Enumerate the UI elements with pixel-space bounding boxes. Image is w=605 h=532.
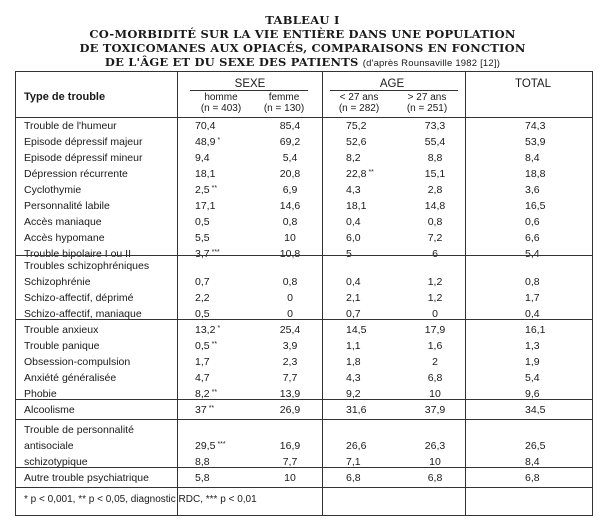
header-homme-n: (n = 403) xyxy=(200,103,242,114)
cell-femme xyxy=(270,120,310,132)
header-age: AGE xyxy=(379,78,405,90)
cell-homme xyxy=(195,200,255,212)
cell-young-value: 8,2 xyxy=(346,152,361,164)
cell-total-value: 53,9 xyxy=(525,136,546,148)
cell-young-value: 0,4 xyxy=(346,276,361,288)
cell-total xyxy=(525,440,565,452)
row-label-value: Trouble anxieux xyxy=(24,324,99,336)
cell-young xyxy=(346,260,386,272)
cell-old-value: 6,8 xyxy=(427,472,443,484)
title-line-3: DE TOXICOMANES AUX OPIACÉS, COMPARAISONS EN FONCTION xyxy=(79,41,526,55)
cell-homme xyxy=(195,260,255,272)
table-row xyxy=(15,322,593,338)
cell-femme-value: 14,6 xyxy=(279,200,301,212)
row-label-value: Phobie xyxy=(24,388,57,400)
header-femme-label: femme xyxy=(268,92,300,103)
row-label xyxy=(24,472,149,484)
cell-homme xyxy=(195,184,255,196)
cell-young xyxy=(346,152,386,164)
row-label xyxy=(24,152,142,164)
row-label-value: Personnalité labile xyxy=(24,200,110,212)
cell-femme-value: 6,9 xyxy=(282,184,298,196)
group-divider xyxy=(15,419,593,420)
cell-total xyxy=(525,216,565,228)
row-label-value: Anxiété généralisée xyxy=(24,372,117,384)
cell-total-value: 34,5 xyxy=(525,404,546,416)
row-label-value: Accès hypomane xyxy=(24,232,105,244)
cell-homme-value: 2,2 xyxy=(195,292,210,304)
cell-femme-value: 10 xyxy=(284,232,296,244)
cell-homme-value: 29,5 xyxy=(195,440,216,452)
cell-young-value: 6,8 xyxy=(346,472,361,484)
cell-old-value: 10 xyxy=(429,388,441,400)
cell-femme-value: 13,9 xyxy=(279,388,301,400)
cell-homme xyxy=(195,120,255,132)
cell-young xyxy=(346,120,386,132)
header-femme xyxy=(254,92,314,114)
row-label xyxy=(24,200,110,212)
table-row xyxy=(15,290,593,306)
cell-old-value: 37,9 xyxy=(424,404,446,416)
cell-homme xyxy=(195,216,255,228)
cell-old xyxy=(415,472,455,484)
cell-old xyxy=(415,372,455,384)
cell-old xyxy=(415,168,455,180)
row-label-value: Troubles schizophréniques xyxy=(24,260,150,272)
row-label-value: Trouble bipolaire I ou II xyxy=(24,248,132,260)
table-row xyxy=(15,470,593,486)
significance-marker: *** xyxy=(217,441,226,448)
cell-homme-value: 8,8 xyxy=(195,456,210,468)
cell-old-value: 7,2 xyxy=(427,232,443,244)
row-label-value: Cyclothymie xyxy=(24,184,82,196)
cell-homme xyxy=(195,232,255,244)
cell-homme-value: 1,7 xyxy=(195,356,210,368)
table-row xyxy=(15,354,593,370)
cell-total xyxy=(525,324,565,336)
cell-total-value: 16,5 xyxy=(525,200,546,212)
row-label-value: Autre trouble psychiatrique xyxy=(24,472,149,484)
cell-old-value: 1,2 xyxy=(427,292,443,304)
significance-marker: ** xyxy=(368,169,374,176)
cell-young-value: 4,3 xyxy=(346,372,361,384)
row-label-value: Trouble de personnalité xyxy=(24,424,134,436)
cell-total xyxy=(525,276,565,288)
cell-femme xyxy=(270,152,310,164)
row-label-value: Obsession-compulsion xyxy=(24,356,131,368)
cell-femme xyxy=(270,472,310,484)
cell-old-value: 26,3 xyxy=(424,440,446,452)
cell-femme-value: 0,8 xyxy=(282,276,298,288)
title-line-1: TABLEAU I xyxy=(265,13,340,27)
cell-total-value: 26,5 xyxy=(525,440,546,452)
cell-homme-value: 2,5 xyxy=(195,184,210,196)
title-line-2: CO-MORBIDITÉ SUR LA VIE ENTIÈRE DANS UNE POPULATION xyxy=(89,27,516,41)
row-label-value: Trouble panique xyxy=(24,340,100,352)
cell-young xyxy=(346,276,386,288)
cell-femme xyxy=(270,216,310,228)
row-label xyxy=(24,340,100,352)
table-row xyxy=(15,198,593,214)
row-label xyxy=(24,260,149,272)
cell-femme-value: 69,2 xyxy=(279,136,301,148)
group-divider xyxy=(15,467,593,468)
cell-total-value: 6,8 xyxy=(525,472,540,484)
cell-total-value: 1,9 xyxy=(525,356,540,368)
cell-femme-value: 26,9 xyxy=(279,404,301,416)
cell-young xyxy=(346,340,386,352)
row-label xyxy=(24,168,128,180)
cell-homme xyxy=(195,356,255,368)
table-row xyxy=(15,230,593,246)
title-line-4 xyxy=(0,55,605,71)
table-row xyxy=(15,422,593,438)
footnote: * p < 0,001, ** p < 0,05, diagnostic RDC, *** p < 0,01 xyxy=(24,494,257,505)
row-label xyxy=(24,292,134,304)
cell-old-value: 14,8 xyxy=(424,200,446,212)
cell-total xyxy=(525,472,565,484)
cell-femme-value: 0,8 xyxy=(282,216,298,228)
row-label xyxy=(24,120,117,132)
cell-femme xyxy=(270,324,310,336)
cell-homme xyxy=(195,404,255,416)
cell-old-value: 17,9 xyxy=(424,324,446,336)
table-row xyxy=(15,118,593,134)
cell-total-value: 16,1 xyxy=(525,324,546,336)
cell-old-value: 2,8 xyxy=(427,184,443,196)
row-label-value: Trouble de l'humeur xyxy=(24,120,117,132)
significance-marker: ** xyxy=(211,389,218,396)
cell-old xyxy=(415,216,455,228)
row-label xyxy=(24,232,105,244)
cell-total xyxy=(525,232,565,244)
cell-old xyxy=(415,184,455,196)
cell-total xyxy=(525,356,565,368)
cell-old-value: 6 xyxy=(432,248,438,260)
significance-marker: * xyxy=(217,137,221,144)
header-young-n: (n = 282) xyxy=(338,103,380,114)
cell-homme-value: 48,9 xyxy=(195,136,216,148)
row-label-value: Schizophrénie xyxy=(24,276,91,288)
header-old-label: > 27 ans xyxy=(407,92,447,103)
cell-total-value: 9,6 xyxy=(525,388,540,400)
cell-young-value: 4,3 xyxy=(346,184,361,196)
cell-young-value: 22,8 xyxy=(346,168,367,180)
cell-young-value: 0,7 xyxy=(346,308,361,320)
title-line-4-text: DE L'ÂGE ET DU SEXE DES PATIENTS xyxy=(104,55,359,69)
table-row xyxy=(15,258,593,274)
cell-femme xyxy=(270,372,310,384)
row-label-value: schizotypique xyxy=(24,456,88,468)
cell-total-value: 1,3 xyxy=(525,340,540,352)
cell-total-value: 0,8 xyxy=(525,276,540,288)
header-type: Type de trouble xyxy=(24,91,106,103)
cell-total xyxy=(525,152,565,164)
cell-total-value: 6,6 xyxy=(525,232,540,244)
cell-femme-value: 85,4 xyxy=(279,120,301,132)
cell-femme-value: 7,7 xyxy=(282,456,298,468)
cell-young xyxy=(346,184,386,196)
cell-homme xyxy=(195,340,255,352)
significance-marker: ** xyxy=(211,185,218,192)
row-label-value: antisociale xyxy=(24,440,74,452)
cell-femme-value: 2,3 xyxy=(282,356,298,368)
cell-total-value: 18,8 xyxy=(525,168,546,180)
cell-old-value: 0 xyxy=(432,308,438,320)
row-label xyxy=(24,136,142,148)
row-label xyxy=(24,404,75,416)
cell-young-value: 1,8 xyxy=(346,356,361,368)
cell-homme-value: 0,7 xyxy=(195,276,210,288)
group-divider xyxy=(15,487,593,488)
cell-old-value: 15,1 xyxy=(424,168,446,180)
cell-old-value: 1,2 xyxy=(427,276,443,288)
cell-homme xyxy=(195,168,255,180)
row-label xyxy=(24,424,134,436)
cell-old xyxy=(415,152,455,164)
table-row xyxy=(15,150,593,166)
header-young xyxy=(329,92,389,114)
cell-old-value: 8,8 xyxy=(427,152,443,164)
cell-young xyxy=(346,372,386,384)
row-label xyxy=(24,356,130,368)
cell-old-value: 6,8 xyxy=(427,372,443,384)
significance-marker: ** xyxy=(208,405,215,412)
cell-young-value: 5 xyxy=(346,248,352,260)
table-row xyxy=(15,274,593,290)
cell-homme xyxy=(195,152,255,164)
cell-homme xyxy=(195,372,255,384)
cell-homme-value: 5,5 xyxy=(195,232,210,244)
cell-femme xyxy=(270,292,310,304)
table-row xyxy=(15,370,593,386)
group-divider xyxy=(15,399,593,400)
cell-homme-value: 0,5 xyxy=(195,216,210,228)
row-label-value: Schizo-affectif, déprimé xyxy=(24,292,134,304)
cell-femme xyxy=(270,184,310,196)
header-underline xyxy=(330,90,458,91)
cell-old-value: 0,8 xyxy=(427,216,443,228)
cell-young-value: 6,0 xyxy=(346,232,361,244)
cell-young xyxy=(346,292,386,304)
cell-total xyxy=(525,292,565,304)
row-label xyxy=(24,440,74,452)
cell-young xyxy=(346,232,386,244)
cell-homme-value: 4,7 xyxy=(195,372,210,384)
cell-femme xyxy=(270,200,310,212)
header-homme xyxy=(191,92,251,114)
cell-young xyxy=(346,200,386,212)
cell-young-value: 0,4 xyxy=(346,216,361,228)
row-label-value: Episode dépressif mineur xyxy=(24,152,143,164)
cell-femme-value: 20,8 xyxy=(279,168,301,180)
cell-young-value: 7,1 xyxy=(346,456,361,468)
header-homme-label: homme xyxy=(204,92,238,103)
cell-homme xyxy=(195,136,255,148)
cell-femme-value: 0 xyxy=(287,308,293,320)
cell-young-value: 14,5 xyxy=(346,324,367,336)
cell-total xyxy=(525,404,565,416)
cell-femme-value: 5,4 xyxy=(282,152,298,164)
cell-homme xyxy=(195,424,255,436)
cell-homme xyxy=(195,276,255,288)
significance-marker: * xyxy=(217,325,221,332)
cell-young xyxy=(346,424,386,436)
cell-femme-value: 3,9 xyxy=(282,340,298,352)
group-divider xyxy=(15,319,593,320)
cell-homme-value: 9,4 xyxy=(195,152,210,164)
header-sexe: SEXE xyxy=(234,78,266,90)
cell-femme xyxy=(270,440,310,452)
cell-young-value: 75,2 xyxy=(346,120,367,132)
significance-marker: *** xyxy=(211,249,220,256)
cell-young-value: 52,6 xyxy=(346,136,367,148)
cell-young xyxy=(346,216,386,228)
cell-total xyxy=(525,200,565,212)
cell-total xyxy=(525,120,565,132)
cell-femme-value: 16,9 xyxy=(279,440,301,452)
header-underline xyxy=(190,90,308,91)
cell-old xyxy=(415,292,455,304)
cell-femme xyxy=(270,356,310,368)
cell-total xyxy=(525,136,565,148)
row-label-value: Schizo-affectif, maniaque xyxy=(24,308,142,320)
cell-young-value: 26,6 xyxy=(346,440,367,452)
cell-old xyxy=(415,324,455,336)
cell-young-value: 9,2 xyxy=(346,388,361,400)
table-row xyxy=(15,134,593,150)
cell-old xyxy=(415,440,455,452)
cell-homme-value: 5,8 xyxy=(195,472,210,484)
cell-old xyxy=(415,356,455,368)
table-title xyxy=(0,14,605,71)
cell-old-value: 2 xyxy=(432,356,438,368)
cell-old-value: 73,3 xyxy=(424,120,446,132)
header-total: TOTAL xyxy=(515,78,551,90)
cell-total-value: 0,4 xyxy=(525,308,540,320)
cell-total xyxy=(525,184,565,196)
cell-young-value: 18,1 xyxy=(346,200,367,212)
title-source: (d'après Rounsaville 1982 [12]) xyxy=(362,58,501,69)
table-row xyxy=(15,402,593,418)
cell-young xyxy=(346,440,386,452)
row-label xyxy=(24,216,102,228)
cell-homme-value: 3,7 xyxy=(195,248,210,260)
header-old-n: (n = 251) xyxy=(406,103,448,114)
cell-homme xyxy=(195,324,255,336)
row-label-value: Dépression récurrente xyxy=(24,168,128,180)
cell-old-value: 55,4 xyxy=(424,136,446,148)
cell-total xyxy=(525,372,565,384)
cell-old xyxy=(415,404,455,416)
cell-old-value: 10 xyxy=(429,456,441,468)
cell-total-value: 5,4 xyxy=(525,372,540,384)
cell-femme xyxy=(270,276,310,288)
cell-femme-value: 7,7 xyxy=(282,372,298,384)
cell-femme xyxy=(270,232,310,244)
header-young-label: < 27 ans xyxy=(339,92,379,103)
cell-homme-value: 17,1 xyxy=(195,200,216,212)
cell-young xyxy=(346,472,386,484)
cell-femme xyxy=(270,168,310,180)
cell-old xyxy=(415,276,455,288)
cell-young-value: 2,1 xyxy=(346,292,361,304)
cell-femme xyxy=(270,136,310,148)
cell-old xyxy=(415,232,455,244)
cell-femme xyxy=(270,404,310,416)
cell-homme-value: 8,2 xyxy=(195,388,210,400)
cell-young xyxy=(346,356,386,368)
cell-total-value: 5,4 xyxy=(525,248,540,260)
cell-young xyxy=(346,324,386,336)
cell-homme xyxy=(195,472,255,484)
group-divider xyxy=(15,255,593,256)
header-femme-n: (n = 130) xyxy=(263,103,305,114)
cell-young xyxy=(346,136,386,148)
cell-total-value: 8,4 xyxy=(525,152,540,164)
cell-young-value: 31,6 xyxy=(346,404,367,416)
cell-old xyxy=(415,200,455,212)
cell-homme xyxy=(195,440,255,452)
cell-total-value: 1,7 xyxy=(525,292,540,304)
cell-old-value: 1,6 xyxy=(427,340,443,352)
row-label xyxy=(24,276,91,288)
cell-homme-value: 13,2 xyxy=(195,324,216,336)
cell-total-value: 8,4 xyxy=(525,456,540,468)
cell-total xyxy=(525,168,565,180)
cell-homme-value: 37 xyxy=(195,404,207,416)
cell-femme-value: 0 xyxy=(287,292,293,304)
significance-marker: ** xyxy=(211,341,218,348)
cell-homme xyxy=(195,292,255,304)
row-label-value: Alcoolisme xyxy=(24,404,75,416)
cell-total-value: 74,3 xyxy=(525,120,546,132)
cell-young xyxy=(346,168,386,180)
table-row xyxy=(15,438,593,454)
row-label-value: Episode dépressif majeur xyxy=(24,136,143,148)
cell-homme-value: 70,4 xyxy=(195,120,216,132)
cell-old xyxy=(415,340,455,352)
cell-femme-value: 10 xyxy=(284,472,296,484)
cell-homme-value: 0,5 xyxy=(195,308,210,320)
cell-young xyxy=(346,404,386,416)
cell-femme-value: 25,4 xyxy=(279,324,301,336)
cell-homme-value: 18,1 xyxy=(195,168,216,180)
cell-old xyxy=(415,136,455,148)
cell-femme-value: 10,8 xyxy=(279,248,301,260)
table-row xyxy=(15,182,593,198)
cell-femme xyxy=(270,340,310,352)
table-row xyxy=(15,214,593,230)
header-old xyxy=(397,92,457,114)
row-label-value: Accès maniaque xyxy=(24,216,102,228)
cell-homme-value: 0,5 xyxy=(195,340,210,352)
cell-total-value: 3,6 xyxy=(525,184,540,196)
cell-total-value: 0,6 xyxy=(525,216,540,228)
cell-old xyxy=(415,120,455,132)
row-label xyxy=(24,184,81,196)
row-label xyxy=(24,372,116,384)
table-row xyxy=(15,338,593,354)
row-label xyxy=(24,324,98,336)
table-row xyxy=(15,166,593,182)
cell-young-value: 1,1 xyxy=(346,340,361,352)
cell-total xyxy=(525,340,565,352)
